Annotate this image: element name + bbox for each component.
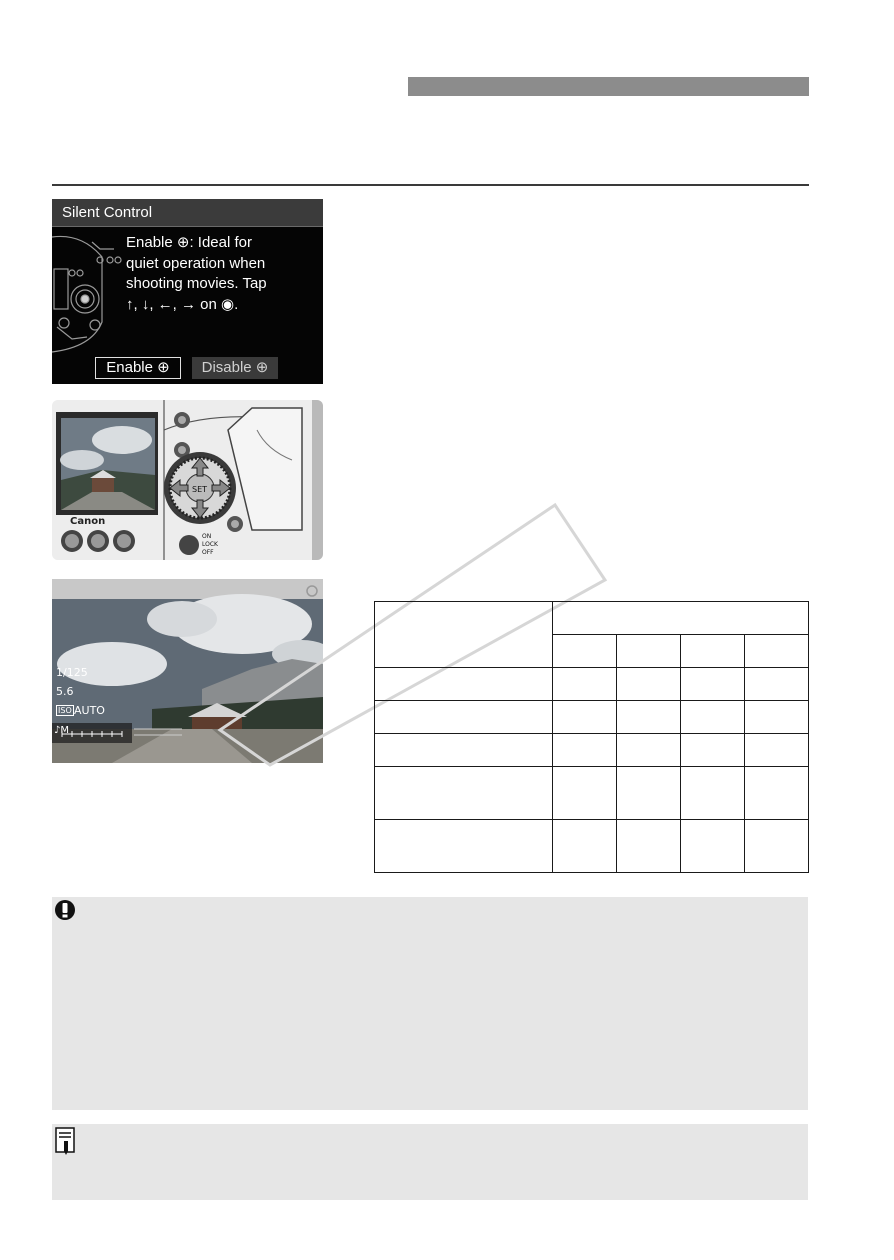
table-cell [745,767,809,820]
message-line: shooting movies. Tap [126,275,267,292]
table-cell [553,701,617,734]
table-cell [681,635,745,668]
table-cell [617,635,681,668]
table-cell [617,734,681,767]
table-cell [745,701,809,734]
silent-control-screen [52,199,323,384]
table-cell [375,767,553,820]
section-divider [52,184,809,186]
table-cell [681,668,745,701]
message-line: Enable ⊕: Ideal for [126,234,252,251]
table-row [375,668,809,701]
table-cell [617,701,681,734]
table-cell [617,820,681,873]
table-cell [617,668,681,701]
memo-icon [55,1127,77,1157]
enable-button[interactable]: Enable ⊕ [95,357,181,379]
table-row [375,820,809,873]
table-row [375,734,809,767]
table-cell [553,668,617,701]
power-lock-label: LOCK [202,541,218,548]
table-cell [681,767,745,820]
iso-value: AUTO [74,704,105,717]
audio-level-label: ♪M [54,725,70,736]
camera-back-diagram-icon [52,227,124,357]
table-cell [553,734,617,767]
table-cell [617,767,681,820]
silent-control-message [126,233,321,315]
table-cell [375,701,553,734]
power-off-label: OFF [202,549,214,556]
aperture-value: 5.6 [56,685,74,698]
message-line: quiet operation when [126,254,266,272]
table-cell [375,820,553,873]
table-header-cell [375,602,553,668]
section-header-bar [408,77,809,96]
screen-title-bar [52,199,323,227]
settings-table [374,601,809,873]
caution-note-box [52,897,808,1110]
shutter-speed: 1/125 [56,666,88,679]
disable-button[interactable]: Disable ⊕ [192,357,278,379]
message-line: ↑, ↓, ←, → on ◉. [126,295,239,313]
table-cell [553,635,617,668]
table-cell [375,668,553,701]
set-label: SET [192,485,208,494]
screen-title: Silent Control [62,204,153,221]
power-on-label: ON [202,533,212,540]
table-cell [745,734,809,767]
table-cell [681,701,745,734]
table-cell [745,820,809,873]
table-cell [553,767,617,820]
table-cell [375,734,553,767]
brand-label: Canon [70,516,106,527]
memo-note-box [52,1124,808,1200]
table-row [375,701,809,734]
table-cell [553,820,617,873]
table-cell [681,820,745,873]
iso-badge: ISO [58,706,72,715]
table-cell [681,734,745,767]
table-cell [745,668,809,701]
table-cell [745,635,809,668]
table-header-cell [553,602,809,635]
caution-icon [52,897,78,923]
table-row [375,767,809,820]
